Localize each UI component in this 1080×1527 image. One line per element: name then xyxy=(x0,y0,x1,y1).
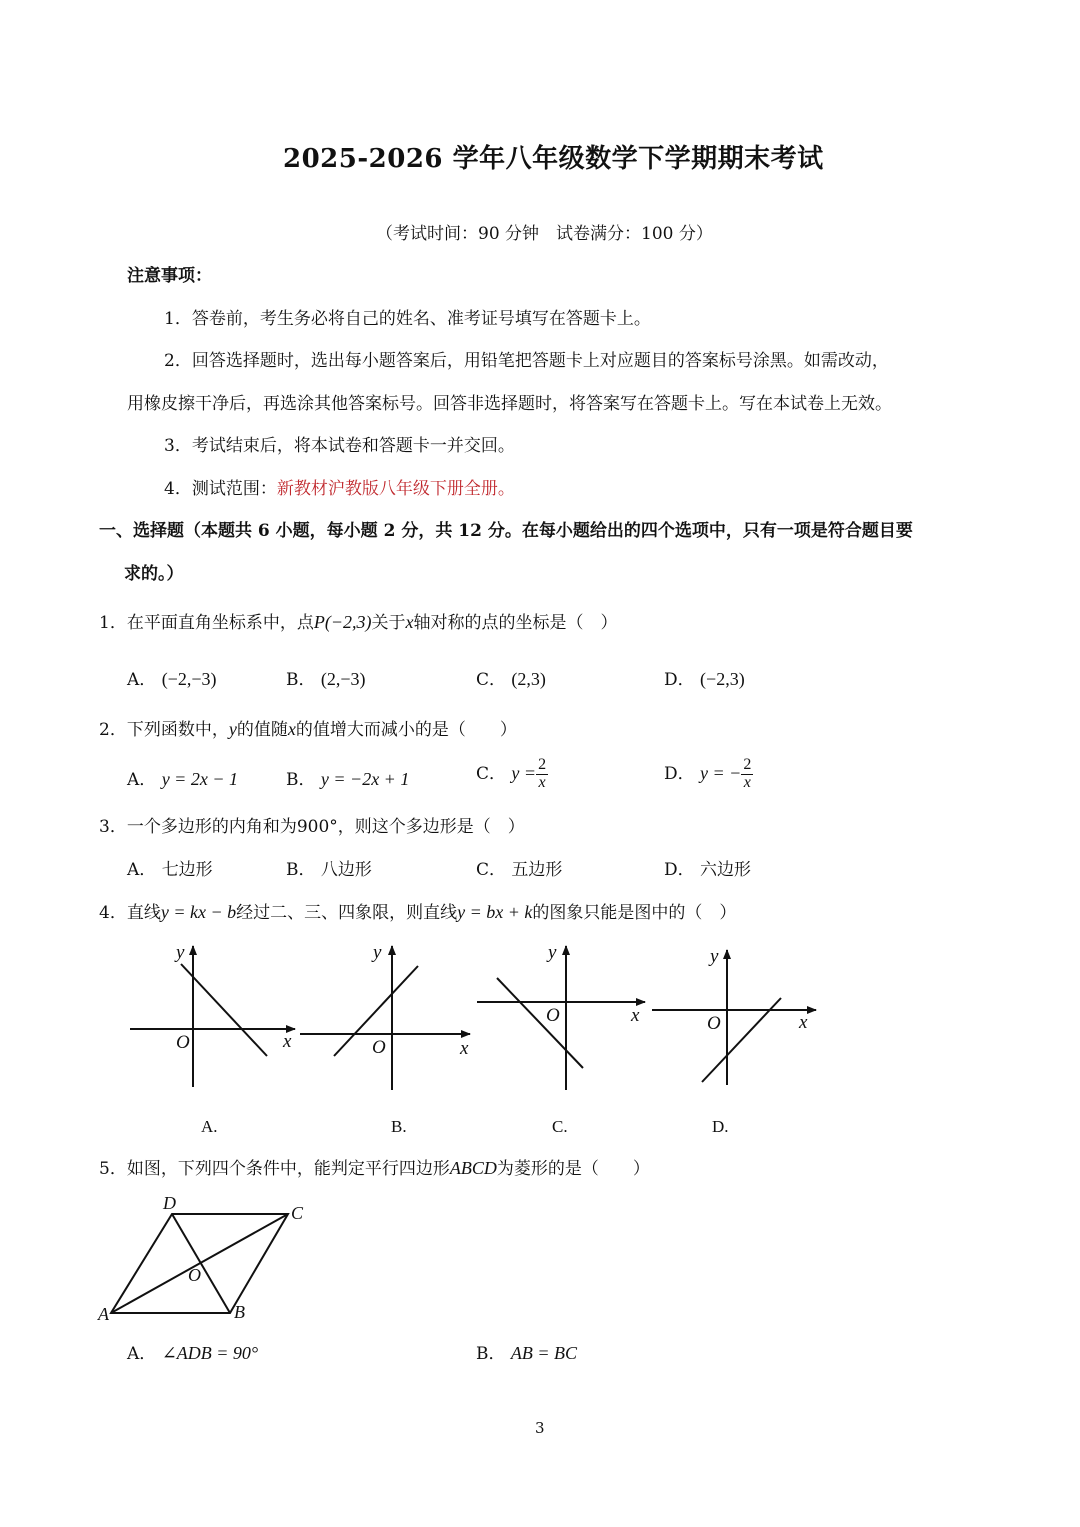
graph-a-y-label: y xyxy=(176,942,185,963)
notice-heading: 注意事项： xyxy=(127,266,212,286)
option-value: 六边形 xyxy=(700,860,752,880)
fraction-numerator: 2 xyxy=(743,756,752,773)
q5-parallelogram xyxy=(111,1214,288,1313)
q5-option-a xyxy=(127,1344,258,1363)
option-label: B． xyxy=(286,670,316,690)
q2-var-y: y xyxy=(228,719,237,739)
vertex-d-label: D xyxy=(163,1193,176,1213)
q1-stem-text-b: 关于 xyxy=(371,613,406,633)
center-o-label: O xyxy=(188,1265,201,1285)
option-value: ∠ADB = 90° xyxy=(161,1343,259,1363)
notice-item-4-prefix: 4．测试范围： xyxy=(164,479,277,499)
option-label: D． xyxy=(664,763,695,784)
option-prefix: y = xyxy=(511,762,537,783)
q2-stem-text-c: 的值增大而减小的是（ ） xyxy=(295,720,517,740)
graph-b-x-label: x xyxy=(460,1038,469,1059)
graph-b-origin-label: O xyxy=(372,1037,386,1058)
graph-c xyxy=(477,946,645,1090)
vertex-c-label: C xyxy=(291,1203,304,1223)
exam-info: （考试时间：90 分钟 试卷满分：100 分） xyxy=(376,224,713,244)
graph-a-caption: A. xyxy=(201,1117,218,1136)
vertex-b-label: B xyxy=(234,1302,245,1322)
section-1-heading: 一、选择题（本题共 6 小题，每小题 2 分，共 12 分。在每小题给出的四个选项中，只有一项是符合题目要 xyxy=(99,521,913,541)
graph-c-x-label: x xyxy=(631,1005,640,1026)
graph-d-x-label: x xyxy=(799,1012,808,1033)
notice-item-3: 3．考试结束后，将本试卷和答题卡一并交回。 xyxy=(164,436,515,456)
graph-b-caption: B. xyxy=(391,1117,407,1136)
graph-c-origin-label: O xyxy=(546,1005,560,1026)
notice-item-1: 1．答卷前，考生务必将自己的姓名、准考证号填写在答题卡上。 xyxy=(164,309,651,329)
notice-item-2-cont: 用橡皮擦干净后，再选涂其他答案标号。回答非选择题时，将答案写在答题卡上。写在本试卷上无效。 xyxy=(127,394,892,414)
graph-b xyxy=(300,946,470,1090)
graph-d-y-label: y xyxy=(710,946,719,967)
q2-stem-text-b: 的值随 xyxy=(236,720,288,740)
option-value: (2,−3) xyxy=(320,669,366,689)
option-label: B． xyxy=(286,770,316,790)
question-5-stem xyxy=(99,1159,650,1178)
option-label: B． xyxy=(286,860,316,880)
graph-d xyxy=(652,950,816,1085)
section-1-heading-cont: 求的。） xyxy=(124,564,184,584)
q1-stem-text-c: 轴对称的点的坐标是（ ） xyxy=(413,613,618,633)
q2-var-x: x xyxy=(287,719,296,739)
fraction-denominator: x xyxy=(743,773,751,791)
q2-stem-text-a: 2．下列函数中， xyxy=(99,720,229,740)
question-3-stem: 3．一个多边形的内角和为900°，则这个多边形是（ ） xyxy=(99,817,525,837)
option-label: A． xyxy=(127,860,157,880)
q4-stem-text-c: 的图象只能是图中的（ ） xyxy=(532,903,737,923)
option-label: C． xyxy=(476,763,507,784)
option-value: AB = BC xyxy=(510,1343,578,1363)
q4-stem-text-b: 经过二、三、四象限，则直线 xyxy=(236,903,458,923)
q5-option-b xyxy=(476,1344,577,1363)
option-label: B． xyxy=(476,1344,506,1364)
graph-a xyxy=(130,946,295,1087)
option-value: (−2,−3) xyxy=(161,669,217,689)
q1-axis-var: x xyxy=(405,612,414,632)
graph-c-line xyxy=(497,978,583,1068)
q4-line-1: y = kx − b xyxy=(160,902,237,922)
option-value: 七边形 xyxy=(161,860,213,880)
vertex-a-label: A xyxy=(98,1304,109,1324)
option-label: D． xyxy=(664,670,695,690)
option-value: y = 2x − 1 xyxy=(161,769,238,789)
q5-shape-name: ABCD xyxy=(449,1158,497,1178)
graph-c-caption: C. xyxy=(552,1117,568,1136)
option-value: 五边形 xyxy=(511,860,563,880)
q5-stem-text-b: 为菱形的是（ ） xyxy=(496,1159,650,1179)
option-label: C． xyxy=(476,860,507,880)
q4-stem-text-a: 4．直线 xyxy=(99,903,161,923)
option-label: A． xyxy=(127,670,157,690)
fraction-denominator: x xyxy=(538,773,546,791)
test-scope: 新教材沪教版八年级下册全册。 xyxy=(276,479,515,499)
graph-b-y-label: y xyxy=(373,942,382,963)
option-label: D． xyxy=(664,860,695,880)
option-value: (−2,3) xyxy=(700,669,745,689)
notice-item-2: 2．回答选择题时，选出每小题答案后，用铅笔把答题卡上对应题目的答案标号涂黑。如需改动， xyxy=(164,351,889,371)
graph-d-caption: D. xyxy=(712,1117,729,1136)
q1-stem-text-a: 1．在平面直角坐标系中，点 xyxy=(99,613,314,633)
option-value: 八边形 xyxy=(320,860,372,880)
graph-a-origin-label: O xyxy=(176,1032,190,1053)
page-number: 3 xyxy=(535,1419,545,1437)
q4-line-2: y = bx + k xyxy=(457,902,533,922)
graph-a-x-label: x xyxy=(283,1031,292,1052)
option-value: y = −2x + 1 xyxy=(320,769,410,789)
fraction-numerator: 2 xyxy=(538,756,547,773)
graph-c-y-label: y xyxy=(548,942,557,963)
exam-title: 2025-2026 学年八年级数学下学期期末考试 xyxy=(283,144,824,174)
diagonal-bd xyxy=(172,1214,230,1313)
option-label: A． xyxy=(127,1344,157,1364)
option-label: A． xyxy=(127,770,157,790)
option-value: (2,3) xyxy=(511,669,546,689)
graph-d-origin-label: O xyxy=(707,1013,721,1034)
q5-stem-text-a: 5．如图，下列四个条件中，能判定平行四边形 xyxy=(99,1159,450,1179)
option-label: C． xyxy=(476,670,507,690)
q1-point: P(−2,3) xyxy=(313,612,372,632)
option-prefix: y = − xyxy=(700,762,742,783)
diagonal-ac xyxy=(111,1214,288,1313)
